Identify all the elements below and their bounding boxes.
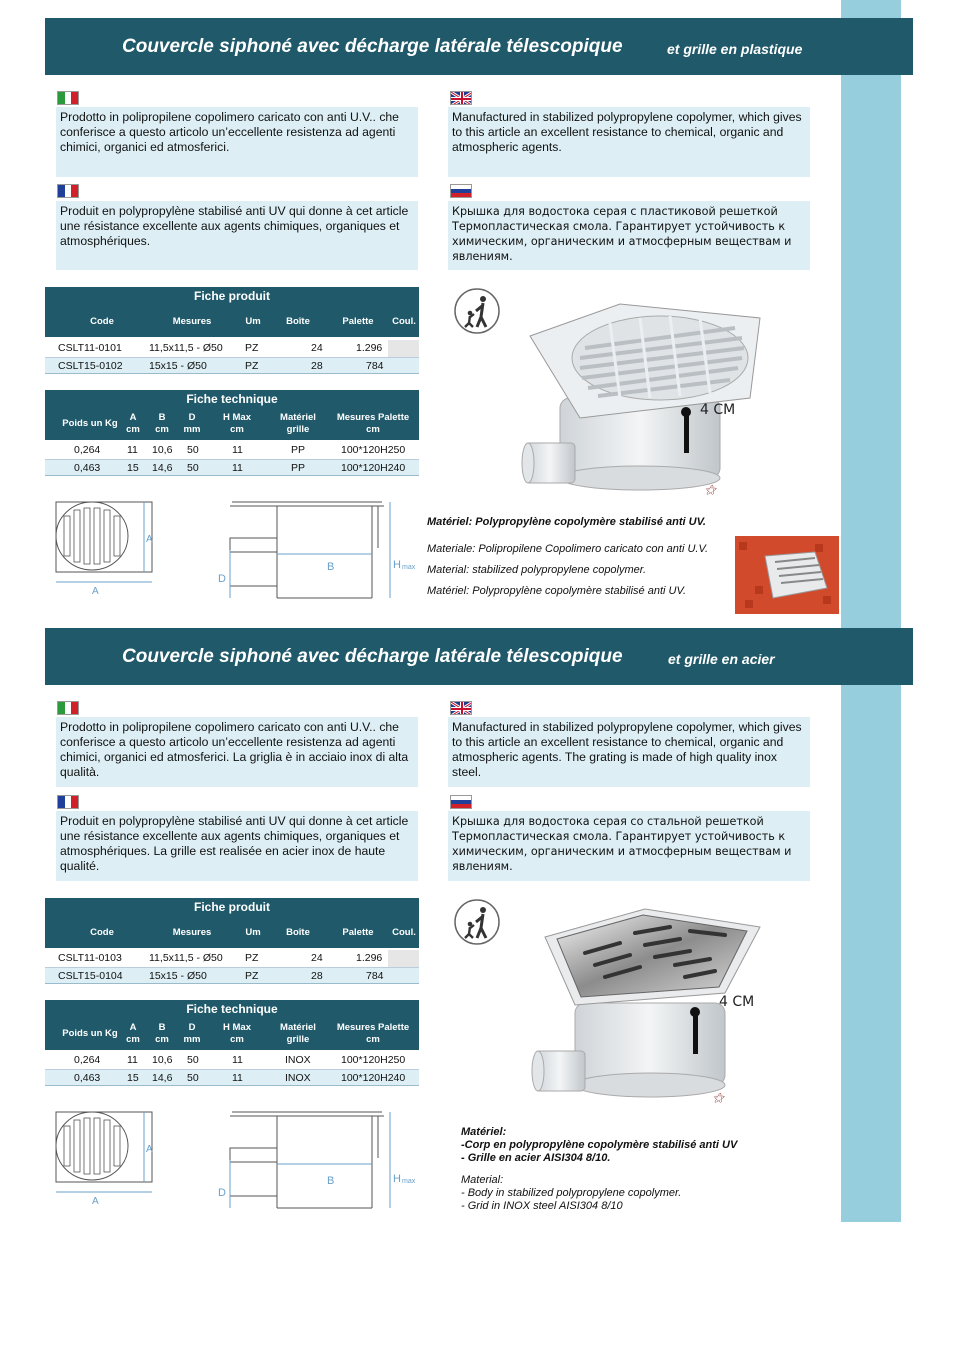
product-photo-plastic xyxy=(520,298,770,498)
label-b: B xyxy=(327,1175,335,1187)
cell-code: CSLT11-0101 xyxy=(58,342,122,354)
description-french: Produit en polypropylène stabilisé anti UV qui donne à cet article une résistance excellente aux agents chimiques, organiques et atmosphériques. La grille est realisée en acier inox de haute qualité. xyxy=(56,811,418,881)
uk-flag-icon xyxy=(450,91,472,105)
cell-poids: 0,264 xyxy=(74,444,101,456)
cell-code: CSLT15-0102 xyxy=(58,360,123,372)
technical-drawing xyxy=(52,498,422,602)
cell-b: 14,6 xyxy=(152,462,173,474)
label-hmax: max xyxy=(402,564,416,571)
table-row xyxy=(45,950,419,967)
materials-line: Matériel: Polypropylène copolymère stabilisé anti UV. xyxy=(427,516,706,528)
table-row xyxy=(45,1052,419,1069)
cell-palette: 784 xyxy=(366,970,384,982)
label-d: D xyxy=(218,573,226,585)
table-row xyxy=(45,967,419,984)
cell-palette: 1.296 xyxy=(356,342,383,354)
cell-poids: 0,264 xyxy=(74,1054,101,1066)
cell-hmax: 11 xyxy=(232,462,243,474)
france-flag-icon xyxy=(57,795,79,809)
col-mesures: Mesures xyxy=(172,927,212,938)
cell-mesures: 11,5x11,5 - Ø50 xyxy=(149,342,223,354)
section-2-subtitle: et grille en acier xyxy=(668,651,775,667)
col-b: B cm xyxy=(155,412,169,435)
cell-hmax: 11 xyxy=(232,444,243,456)
cell-code: CSLT15-0104 xyxy=(58,970,123,982)
description-french: Produit en polypropylène stabilisé anti UV qui donne à cet article une résistance excellente aux agents chimiques, organiques et atmosphériques. xyxy=(56,201,418,270)
col-boite: Boîte xyxy=(286,927,310,938)
col-code: Code xyxy=(90,927,114,938)
description-english: Manufactured in stabilized polypropylene copolymer, which gives to this article an excellent resistance to chemical, organic and atmospheric agents. xyxy=(448,107,810,177)
materials-line: - Grid in INOX steel AISI304 8/10 xyxy=(461,1200,623,1212)
photo-label: 4 CM xyxy=(719,994,755,1010)
materials-line: Materiale: Polipropilene Copolimero caricato con anti U.V. xyxy=(427,543,709,555)
description-italian: Prodotto in polipropilene copolimero caricato con anti U.V.. che conferisce a questo articolo un’eccellente resistenza ad agenti chimici, organici ed atmosferici. xyxy=(56,107,418,177)
cell-um: PZ xyxy=(245,970,259,982)
col-palette: Mesures Palette cm xyxy=(336,1022,410,1045)
description-russian: Крышка для водостока серая с пластиковой решеткой Термопластическая смола. Гарантирует устойчивость к химическим, органическим и атмосферным веществам и явлениям. xyxy=(448,201,810,270)
col-boite: Boîte xyxy=(286,316,310,327)
materials-line: Material: xyxy=(461,1174,504,1186)
france-flag-icon xyxy=(57,184,79,198)
col-poids: Poids un Kg xyxy=(62,1028,118,1039)
technical-drawing xyxy=(52,1108,422,1212)
brand-logo: ⚝ xyxy=(705,483,716,496)
table-row xyxy=(45,357,419,374)
col-a: A cm xyxy=(126,412,140,435)
label-d: D xyxy=(218,1187,226,1199)
cell-materiel: PP xyxy=(291,462,306,474)
col-b: B cm xyxy=(155,1022,169,1045)
table-row xyxy=(45,340,419,357)
cell-boite: 24 xyxy=(311,952,323,964)
fiche-technique-header xyxy=(45,390,419,440)
cell-b: 10,6 xyxy=(152,1054,173,1066)
side-strip xyxy=(841,0,901,1222)
cell-mesures: 15x15 - Ø50 xyxy=(149,360,207,372)
table-row xyxy=(45,1069,419,1086)
section-1-subtitle: et grille en plastique xyxy=(667,41,803,57)
col-d: D mm xyxy=(183,1022,201,1045)
russia-flag-icon xyxy=(450,795,472,809)
materials-line: Material: stabilized polypropylene copolymer. xyxy=(427,564,647,576)
fiche-technique-title: Fiche technique xyxy=(186,392,278,406)
cell-mesures: 11,5x11,5 - Ø50 xyxy=(149,952,223,964)
cell-palette: 784 xyxy=(366,360,384,372)
cell-palette: 100*120H250 xyxy=(341,1054,406,1066)
col-mesures: Mesures xyxy=(172,316,212,327)
materials-line: - Grille en acier AISI304 8/10. xyxy=(461,1152,611,1164)
cell-materiel: PP xyxy=(291,444,306,456)
product-photo-steel xyxy=(525,903,775,1108)
description-russian: Крышка для водостока серая со стальной решеткой Термопластическая смола. Гарантирует устойчивость к химическим, органическим и атмосферным веществам и явлениям. xyxy=(448,811,810,881)
label-a-side: A xyxy=(146,1144,153,1155)
fiche-produit-header xyxy=(45,287,419,337)
cell-materiel: INOX xyxy=(285,1072,311,1084)
fiche-produit-header xyxy=(45,898,419,948)
child-safety-icon xyxy=(452,287,502,335)
fiche-produit-table xyxy=(45,898,419,984)
cell-a: 11 xyxy=(127,1054,138,1066)
col-palette: Palette xyxy=(342,316,374,327)
cell-coul xyxy=(388,950,419,967)
cell-code: CSLT11-0103 xyxy=(58,952,122,964)
col-code: Code xyxy=(90,316,114,327)
fiche-produit-title: Fiche produit xyxy=(194,900,270,914)
child-safety-icon xyxy=(452,898,502,946)
col-um: Um xyxy=(245,927,261,938)
col-materiel: Matériel grille xyxy=(280,1022,316,1045)
col-palette: Palette xyxy=(342,927,374,938)
label-a-bottom: A xyxy=(92,586,99,597)
section-1-banner xyxy=(45,18,913,75)
col-coul: Coul. xyxy=(392,316,416,327)
fiche-technique-title: Fiche technique xyxy=(186,1002,278,1016)
materials-line: - Body in stabilized polypropylene copolymer. xyxy=(461,1187,682,1199)
uk-flag-icon xyxy=(450,701,472,715)
fiche-technique-header xyxy=(45,1000,419,1050)
cell-hmax: 11 xyxy=(232,1054,243,1066)
col-poids: Poids un Kg xyxy=(62,418,118,429)
cell-boite: 28 xyxy=(311,360,323,372)
label-a-bottom: A xyxy=(92,1196,99,1207)
materials-line: Matériel: Polypropylène copolymère stabilisé anti UV. xyxy=(427,585,687,597)
cell-d: 50 xyxy=(187,1054,199,1066)
fiche-technique-table xyxy=(45,390,419,476)
col-d: D mm xyxy=(183,412,201,435)
photo-label: 4 CM xyxy=(700,402,736,418)
cell-a: 11 xyxy=(127,444,138,456)
fiche-produit-table xyxy=(45,287,419,374)
cell-a: 15 xyxy=(127,462,139,474)
cell-palette: 100*120H250 xyxy=(341,444,406,456)
cell-hmax: 11 xyxy=(232,1072,243,1084)
cell-d: 50 xyxy=(187,1072,199,1084)
description-italian: Prodotto in polipropilene copolimero caricato con anti U.V.. che conferisce a questo articolo un’eccellente resistenza ad agenti chimici, organici ed atmosferici. La griglia è in acciaio inox di alta qualità. xyxy=(56,717,418,787)
cell-b: 10,6 xyxy=(152,444,173,456)
cell-mesures: 15x15 - Ø50 xyxy=(149,970,207,982)
cell-um: PZ xyxy=(245,360,259,372)
italy-flag-icon xyxy=(57,701,79,715)
cell-poids: 0,463 xyxy=(74,462,101,474)
cell-materiel: INOX xyxy=(285,1054,311,1066)
section-2-title: Couvercle siphoné avec décharge latérale télescopique xyxy=(122,646,623,667)
fiche-produit-title: Fiche produit xyxy=(194,289,270,303)
cell-palette: 100*120H240 xyxy=(341,462,406,474)
cell-b: 14,6 xyxy=(152,1072,173,1084)
label-h: H xyxy=(393,559,401,571)
materials-line: Matériel: xyxy=(461,1126,507,1138)
materials-line: -Corp en polypropylène copolymère stabilisé anti UV xyxy=(461,1139,738,1151)
col-um: Um xyxy=(245,316,261,327)
cell-d: 50 xyxy=(187,444,199,456)
cell-coul xyxy=(388,340,419,357)
cell-boite: 28 xyxy=(311,970,323,982)
cell-um: PZ xyxy=(245,952,259,964)
col-a: A cm xyxy=(126,1022,140,1045)
italy-flag-icon xyxy=(57,91,79,105)
col-coul: Coul. xyxy=(392,927,416,938)
section-1-title: Couvercle siphoné avec décharge latérale télescopique xyxy=(122,36,623,57)
label-h: H xyxy=(393,1173,401,1185)
section-2-banner xyxy=(45,628,913,685)
cell-poids: 0,463 xyxy=(74,1072,101,1084)
label-b: B xyxy=(327,561,335,573)
fiche-technique-table xyxy=(45,1000,419,1086)
label-hmax: max xyxy=(402,1178,416,1185)
cell-d: 50 xyxy=(187,462,199,474)
cell-a: 15 xyxy=(127,1072,139,1084)
cell-boite: 24 xyxy=(311,342,323,354)
label-a-side: A xyxy=(146,534,153,545)
cell-um: PZ xyxy=(245,342,259,354)
table-row xyxy=(45,442,419,459)
col-palette: Mesures Palette cm xyxy=(336,412,410,435)
table-row xyxy=(45,459,419,476)
col-hmax: H Max cm xyxy=(223,412,251,435)
description-english: Manufactured in stabilized polypropylene copolymer, which gives to this article an excellent resistance to chemical, organic and atmospheric agents. The grating is made of high quality inox steel. xyxy=(448,717,810,787)
brand-logo: ⚝ xyxy=(713,1091,724,1104)
col-hmax: H Max cm xyxy=(223,1022,251,1045)
installed-grille-photo xyxy=(735,536,839,614)
cell-palette: 100*120H240 xyxy=(341,1072,406,1084)
russia-flag-icon xyxy=(450,184,472,198)
cell-palette: 1.296 xyxy=(356,952,383,964)
col-materiel: Matériel grille xyxy=(280,412,316,435)
